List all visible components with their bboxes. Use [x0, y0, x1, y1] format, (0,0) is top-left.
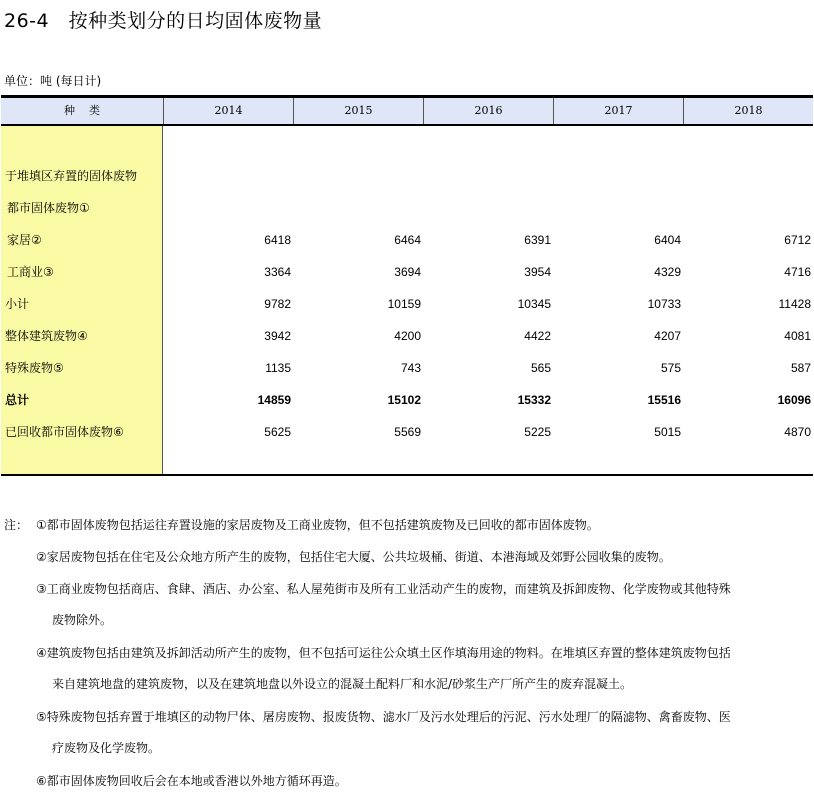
- unit-label: 单位：吨 (每日计): [4, 74, 102, 88]
- cell-value: 6404: [654, 233, 681, 247]
- header-year: 2014: [164, 98, 294, 124]
- table-row: [1, 166, 813, 186]
- cell-value: 10733: [647, 297, 681, 311]
- cell-value: 15516: [647, 393, 681, 407]
- cell-value: 6464: [394, 233, 421, 247]
- table-row: [1, 358, 813, 378]
- table-header: [1, 98, 813, 126]
- cell-value: 743: [400, 361, 421, 375]
- cell-value: 3954: [524, 265, 551, 279]
- cell-value: 5015: [654, 425, 681, 439]
- cell-value: 4200: [394, 329, 421, 343]
- table-row: [1, 294, 813, 314]
- cell-value: 5225: [524, 425, 551, 439]
- cell-value: 10345: [517, 297, 551, 311]
- cell-value: 565: [530, 361, 551, 375]
- row-label: 总计: [5, 393, 30, 407]
- footnote: ④建筑废物包括由建筑及拆卸活动所产生的废物，但不包括可运往公众填土区作填海用途的物料。在堆填区弃置的整体建筑废物包括: [36, 646, 731, 660]
- table-row: [1, 230, 813, 250]
- cell-value: 587: [790, 361, 811, 375]
- header-year: 2017: [554, 98, 684, 124]
- cell-value: 15102: [387, 393, 421, 407]
- footnote-continuation: 废物除外。: [52, 613, 113, 627]
- table-row: [1, 198, 813, 218]
- cell-value: 6418: [264, 233, 291, 247]
- data-table: [1, 95, 813, 476]
- row-label: 都市固体废物①: [7, 201, 90, 215]
- table-row-total: [1, 390, 813, 410]
- cell-value: 15332: [517, 393, 551, 407]
- row-label: 工商业③: [7, 265, 54, 279]
- row-label: 已回收都市固体废物⑥: [5, 425, 124, 439]
- row-label: 小计: [5, 297, 30, 311]
- cell-value: 6391: [524, 233, 551, 247]
- footnote: ②家居废物包括在住宅及公众地方所产生的废物，包括住宅大厦、公共垃圾桶、街道、本港海域及郊野公园收集的废物。: [36, 550, 671, 564]
- table-row: [1, 422, 813, 442]
- row-label: 于堆填区弃置的固体废物: [5, 169, 138, 183]
- cell-value: 5569: [394, 425, 421, 439]
- footnote: ①都市固体废物包括运往弃置设施的家居废物及工商业废物，但不包括建筑废物及已回收的都市固体废物。: [36, 518, 599, 532]
- cell-value: 575: [660, 361, 681, 375]
- cell-value: 5625: [264, 425, 291, 439]
- cell-value: 4329: [654, 265, 681, 279]
- table-row: [1, 326, 813, 346]
- header-year: 2018: [734, 104, 763, 117]
- row-label: 整体建筑废物④: [5, 329, 88, 343]
- cell-value: 10159: [387, 297, 421, 311]
- cell-value: 4870: [784, 425, 811, 439]
- header-year: 2015: [294, 98, 424, 124]
- table-row: [1, 262, 813, 282]
- footnote: ③工商业废物包括商店、食肆、酒店、办公室、私人屋苑街市及所有工业活动产生的废物，而建筑及拆卸废物、化学废物或其他特殊: [36, 582, 731, 596]
- row-label: 家居②: [7, 233, 42, 247]
- cell-value: 16096: [777, 393, 811, 407]
- cell-value: 4081: [784, 329, 811, 343]
- cell-value: 14859: [257, 393, 291, 407]
- page-title: 26-4 按种类划分的日均固体废物量: [4, 10, 323, 32]
- footnote: ⑥都市固体废物回收后会在本地或香港以外地方循环再造。: [36, 774, 347, 788]
- notes-prefix: 注：: [4, 518, 29, 532]
- footnote: ⑤特殊废物包括弃置于堆填区的动物尸体、屠房废物、报废货物、滤水厂及污水处理后的污泥、污水处理厂的隔滤物、禽畜废物、医: [36, 710, 731, 724]
- header-year: 2016: [424, 98, 554, 124]
- cell-value: 9782: [264, 297, 291, 311]
- footnote-continuation: 来自建筑地盘的建筑废物，以及在建筑地盘以外设立的混凝土配料厂和水泥/砂浆生产厂所产生的废弃混凝土。: [52, 677, 633, 691]
- cell-value: 6712: [784, 233, 811, 247]
- footnote-continuation: 疗废物及化学废物。: [52, 741, 161, 755]
- cell-value: 1135: [265, 361, 291, 375]
- row-label: 特殊废物⑤: [5, 361, 64, 375]
- cell-value: 4207: [654, 329, 681, 343]
- cell-value: 4716: [784, 265, 811, 279]
- cell-value: 3694: [394, 265, 421, 279]
- cell-value: 4422: [524, 329, 551, 343]
- cell-value: 3364: [264, 265, 291, 279]
- header-kind: 种类: [1, 98, 164, 124]
- cell-value: 11428: [778, 297, 811, 311]
- cell-value: 3942: [264, 329, 291, 343]
